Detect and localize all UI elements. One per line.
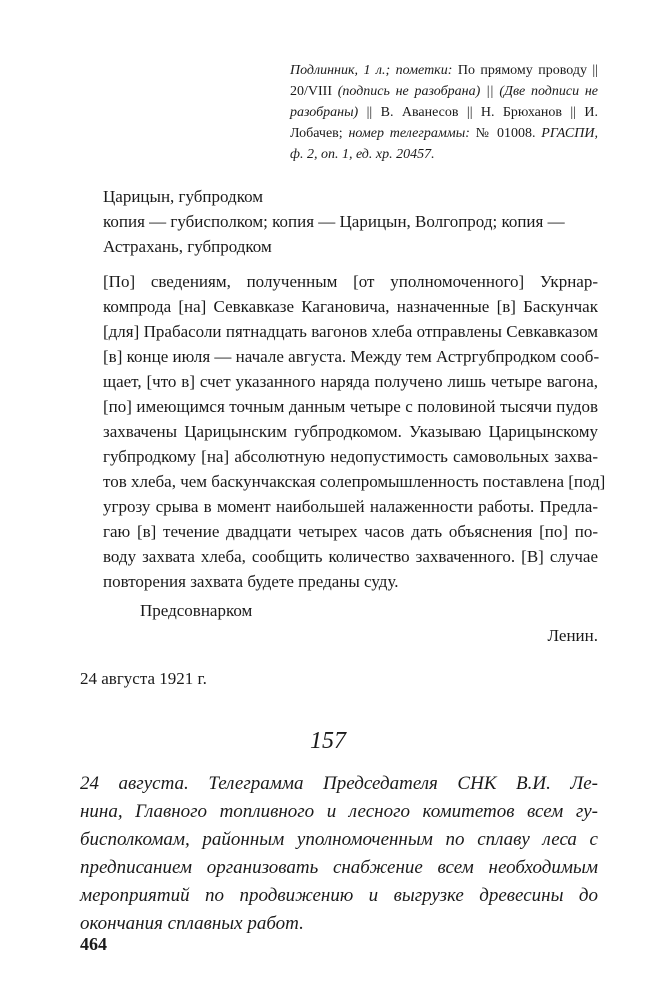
addressees xyxy=(103,184,598,259)
note-part-1: Подлинник, 1 л.; пометки: xyxy=(290,63,458,78)
document-number: 157 xyxy=(310,728,346,754)
heading-line: мероприятий по продвижению и выгрузке древесины до xyxy=(80,885,598,906)
body-line: повторения захвата будете преданы суду. xyxy=(103,572,399,591)
page-number: 464 xyxy=(80,934,107,954)
document-heading xyxy=(80,770,598,938)
body-line: щает, [что в] счет указанного наряда получено лишь четыре вагона, xyxy=(103,372,598,391)
body-line: гаю [в] течение двадцати четырех часов дать объяснения [по] по- xyxy=(103,522,598,541)
body-line: захвачены Царицынским губпродкомом. Указываю Царицынскому xyxy=(103,422,598,441)
archival-note xyxy=(290,60,598,165)
body-line: воду захвата хлеба, сообщить количество захваченного. [В] случае xyxy=(103,547,598,566)
note-part-6: № 01008. xyxy=(475,126,542,141)
body-line: тов хлеба, чем баскунчакская солепромышленность поставлена [под] xyxy=(103,472,606,491)
body-line: [для] Прабасоли пятнадцать вагонов хлеба отправлены Севкавказом xyxy=(103,322,598,341)
signature-name: Ленин. xyxy=(547,626,598,645)
body-line: [в] конце июля — начале августа. Между тем Астргубпродком сооб- xyxy=(103,347,600,366)
body-line: угрозу срыва в момент наибольшей налаженности работы. Предла- xyxy=(103,497,598,516)
body-line: губпродкому [на] абсолютную недопустимость самовольных захва- xyxy=(103,447,598,466)
note-part-4: || В. Аванесов || Н. Брюханов || И. Лобачев; xyxy=(290,105,598,141)
addressee-line-2: копия — губисполком; копия — Царицын, Волгопрод; копия — xyxy=(103,212,565,231)
body-line: [по] имеющимся точным данным четыре с половиной тысячи пудов xyxy=(103,397,598,416)
heading-line: предписанием организовать снабжение всем необходимым xyxy=(80,857,598,878)
addressee-line-1: Царицын, губпродком xyxy=(103,187,264,206)
telegram-body xyxy=(103,269,606,594)
body-line: компрода [на] Севкавказе Кагановича, назначенные [в] Баскунчак xyxy=(103,297,598,316)
heading-line: бисполкомам, районным уполномоченным по сплаву леса с xyxy=(80,829,598,850)
note-part-5: номер телеграммы: xyxy=(348,126,476,141)
heading-line: окончания сплавных работ. xyxy=(80,913,304,934)
addressee-line-3: Астрахань, губпродком xyxy=(103,237,272,256)
note-part-2: По прямому проводу || 20/VIII xyxy=(290,63,598,99)
note-part-7: РГАСПИ, ф. 2, оп. 1, ед. хр. 20457. xyxy=(290,126,598,162)
note-part-3: (подпись не разобрана) || (Две подписи не разобраны) xyxy=(290,84,598,120)
heading-line: 24 августа. Телеграмма Председателя СНК В.И. Ле- xyxy=(80,773,598,794)
document-date: 24 августа 1921 г. xyxy=(80,669,207,688)
signature-title: Предсовнарком xyxy=(140,601,253,620)
heading-line: нина, Главного топливного и лесного комитетов всем гу- xyxy=(80,801,598,822)
body-line: [По] сведениям, полученным [от уполномоченного] Укрнар- xyxy=(103,272,598,291)
